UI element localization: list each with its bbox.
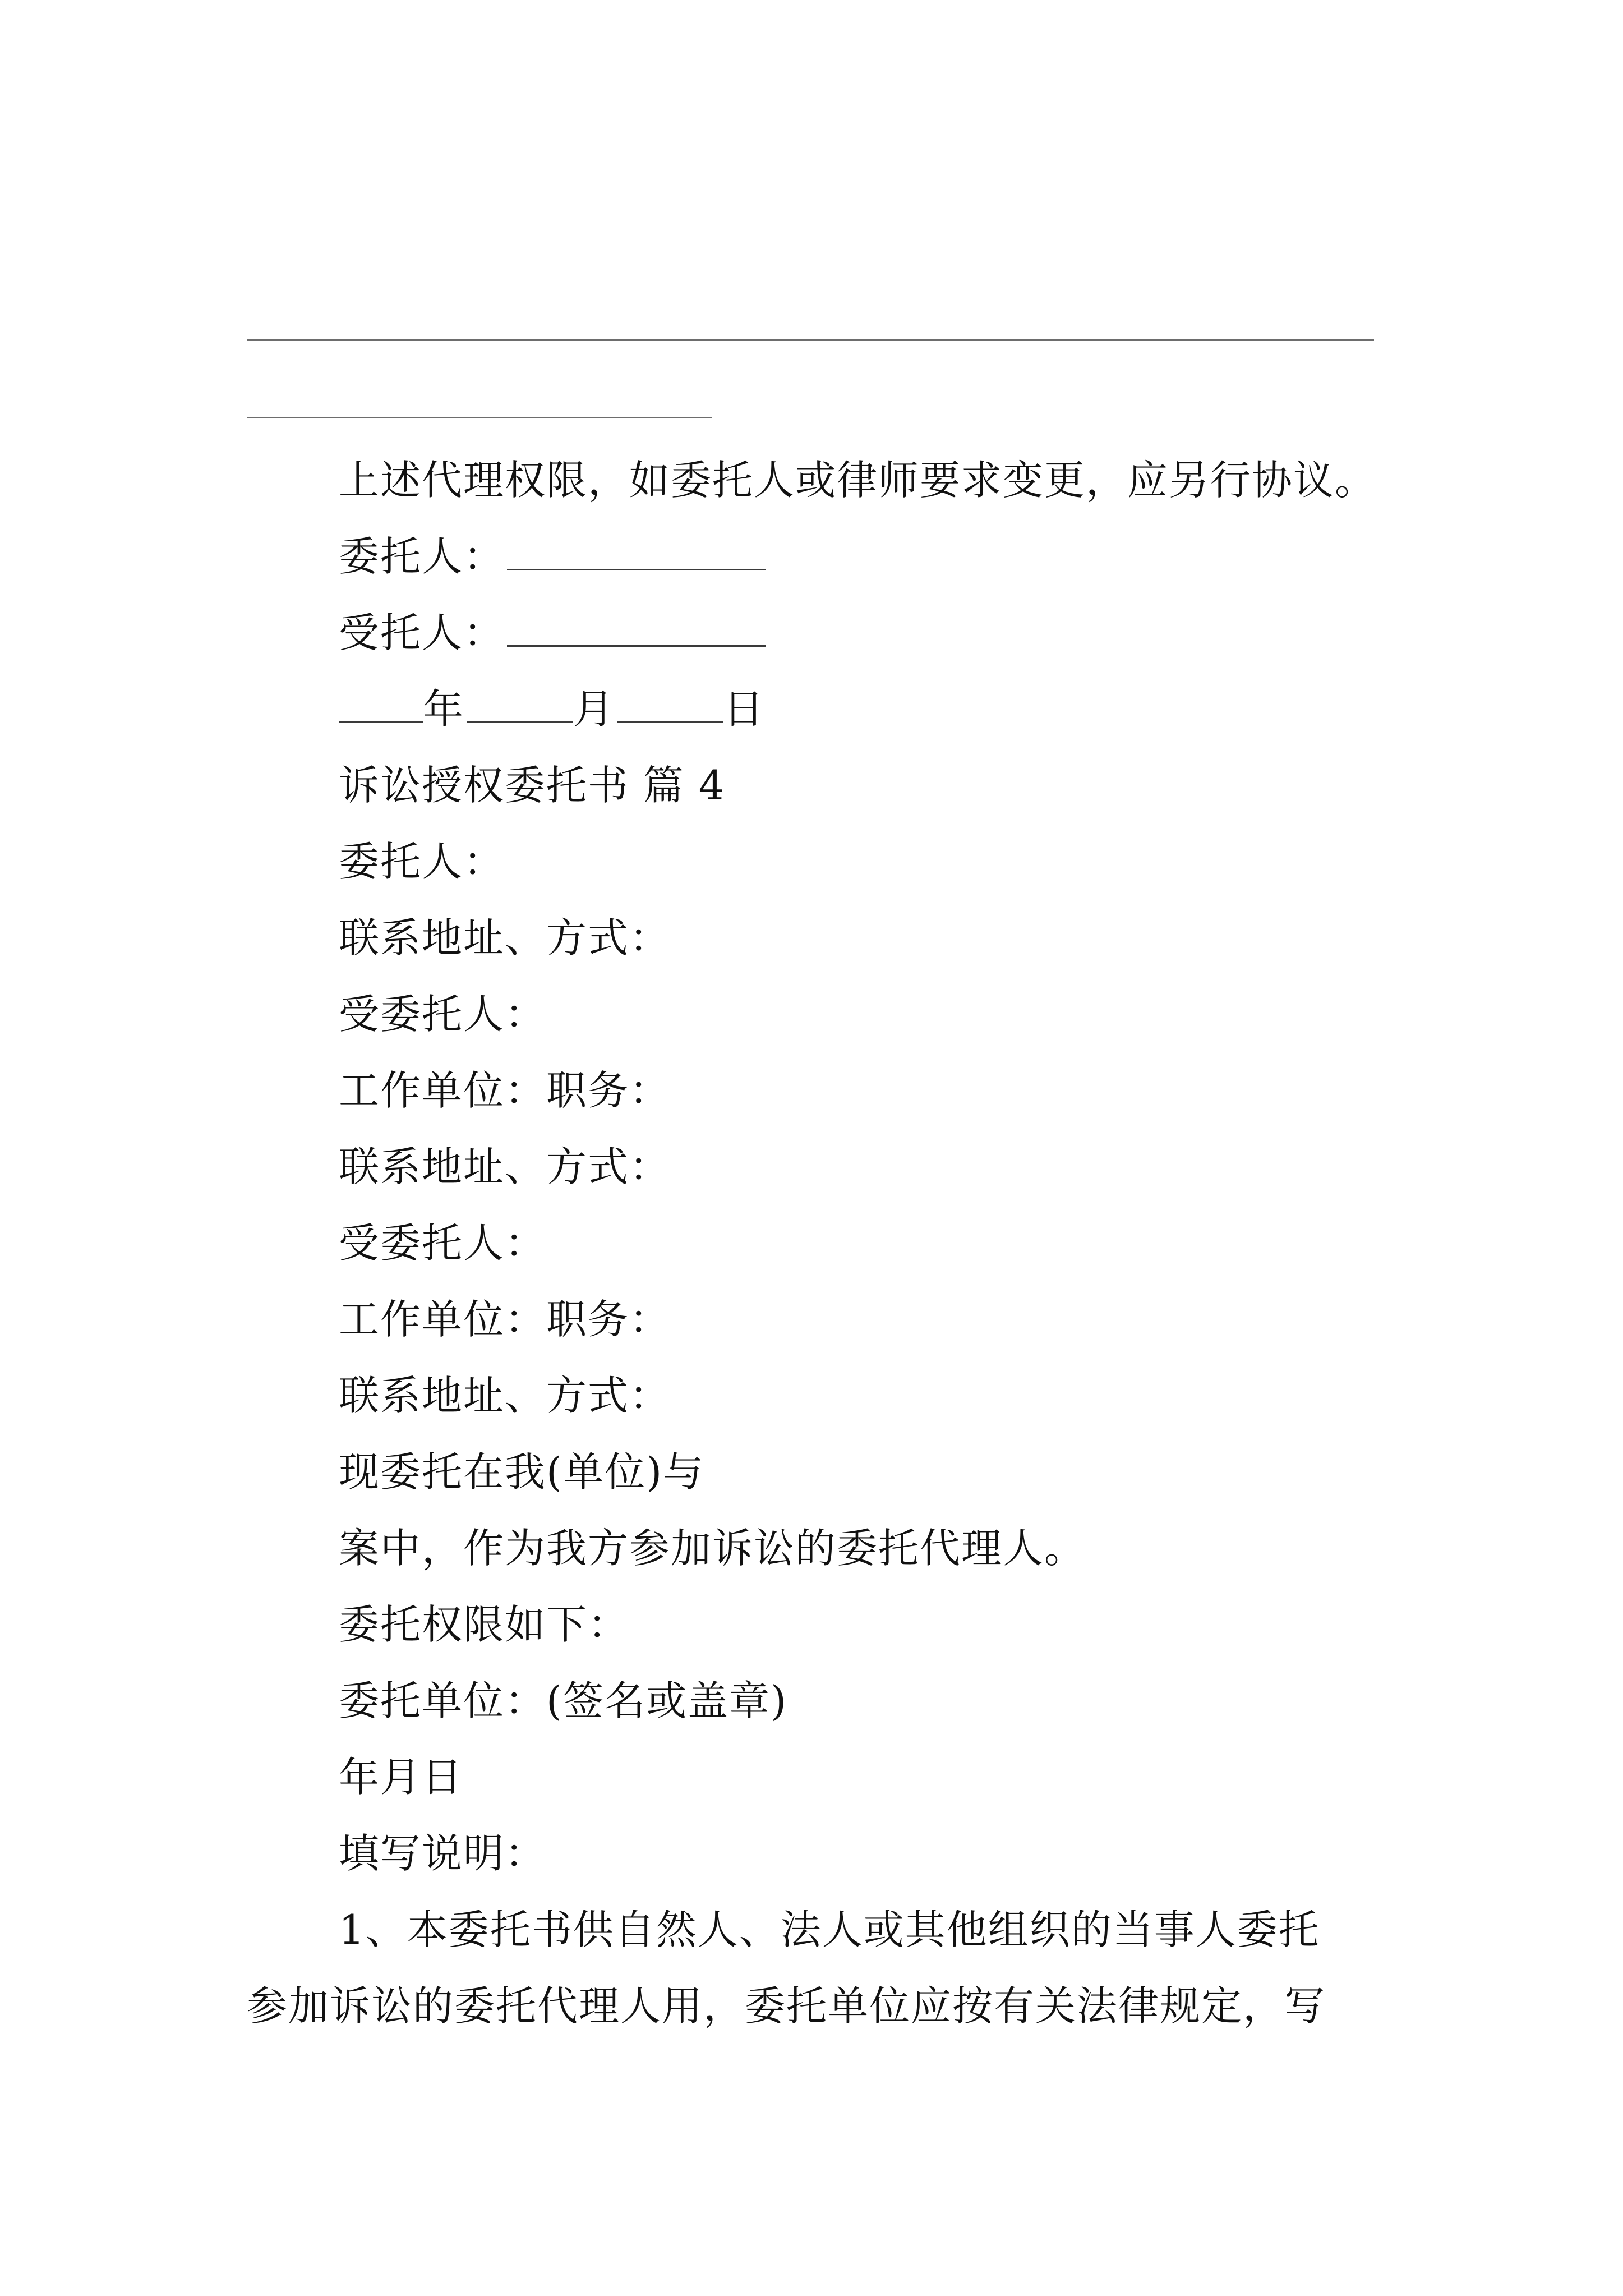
- entrusting-unit-signature-line: 委托单位：(签名或盖章): [339, 1677, 788, 1724]
- principal-signature-row: [339, 530, 766, 583]
- instruction-1-line-2: 参加诉讼的委托代理人用，委托单位应按有关法律规定，写: [247, 1982, 1326, 2030]
- agent-label: 受托人：: [339, 609, 505, 656]
- agent-1-line: 受委托人：: [339, 991, 547, 1038]
- year-label: 年: [423, 685, 465, 733]
- day-blank: [617, 688, 723, 723]
- authority-change-clause: 上述代理权限，如委托人或律师要求变更，应另行协议。: [339, 457, 1377, 504]
- month-blank: [467, 688, 573, 723]
- principal-label: 委托人：: [339, 533, 505, 580]
- instructions-heading: 填写说明：: [339, 1830, 547, 1877]
- day-label: 日: [723, 685, 766, 733]
- agent-1-contact-line: 联系地址、方式：: [339, 1143, 671, 1190]
- principal-signature-blank: [507, 535, 766, 570]
- principal-contact-line: 联系地址、方式：: [339, 914, 671, 961]
- top-blank-line: [247, 339, 1374, 341]
- second-blank-line: [247, 417, 712, 418]
- agent-1-employer-line: 工作单位：职务：: [339, 1067, 671, 1114]
- principal-line: 委托人：: [339, 838, 505, 885]
- agent-signature-blank: [507, 611, 766, 647]
- month-label: 月: [573, 685, 615, 733]
- year-blank: [339, 688, 423, 723]
- agent-2-line: 受委托人：: [339, 1220, 547, 1267]
- agent-2-employer-line: 工作单位：职务：: [339, 1296, 671, 1343]
- agent-signature-row: [339, 606, 766, 660]
- date-row: [339, 682, 765, 736]
- entrust-statement-line: 现委托在我(单位)与: [339, 1448, 705, 1496]
- signing-date-line: 年月日: [339, 1754, 464, 1801]
- case-agent-line: 案中，作为我方参加诉讼的委托代理人。: [339, 1525, 1086, 1572]
- section-title: 诉讼授权委托书 篇 4: [339, 762, 726, 809]
- instruction-1-line-1: 1、本委托书供自然人、法人或其他组织的当事人委托: [339, 1906, 1320, 1953]
- agent-2-contact-line: 联系地址、方式：: [339, 1372, 671, 1419]
- authority-scope-line: 委托权限如下：: [339, 1601, 630, 1648]
